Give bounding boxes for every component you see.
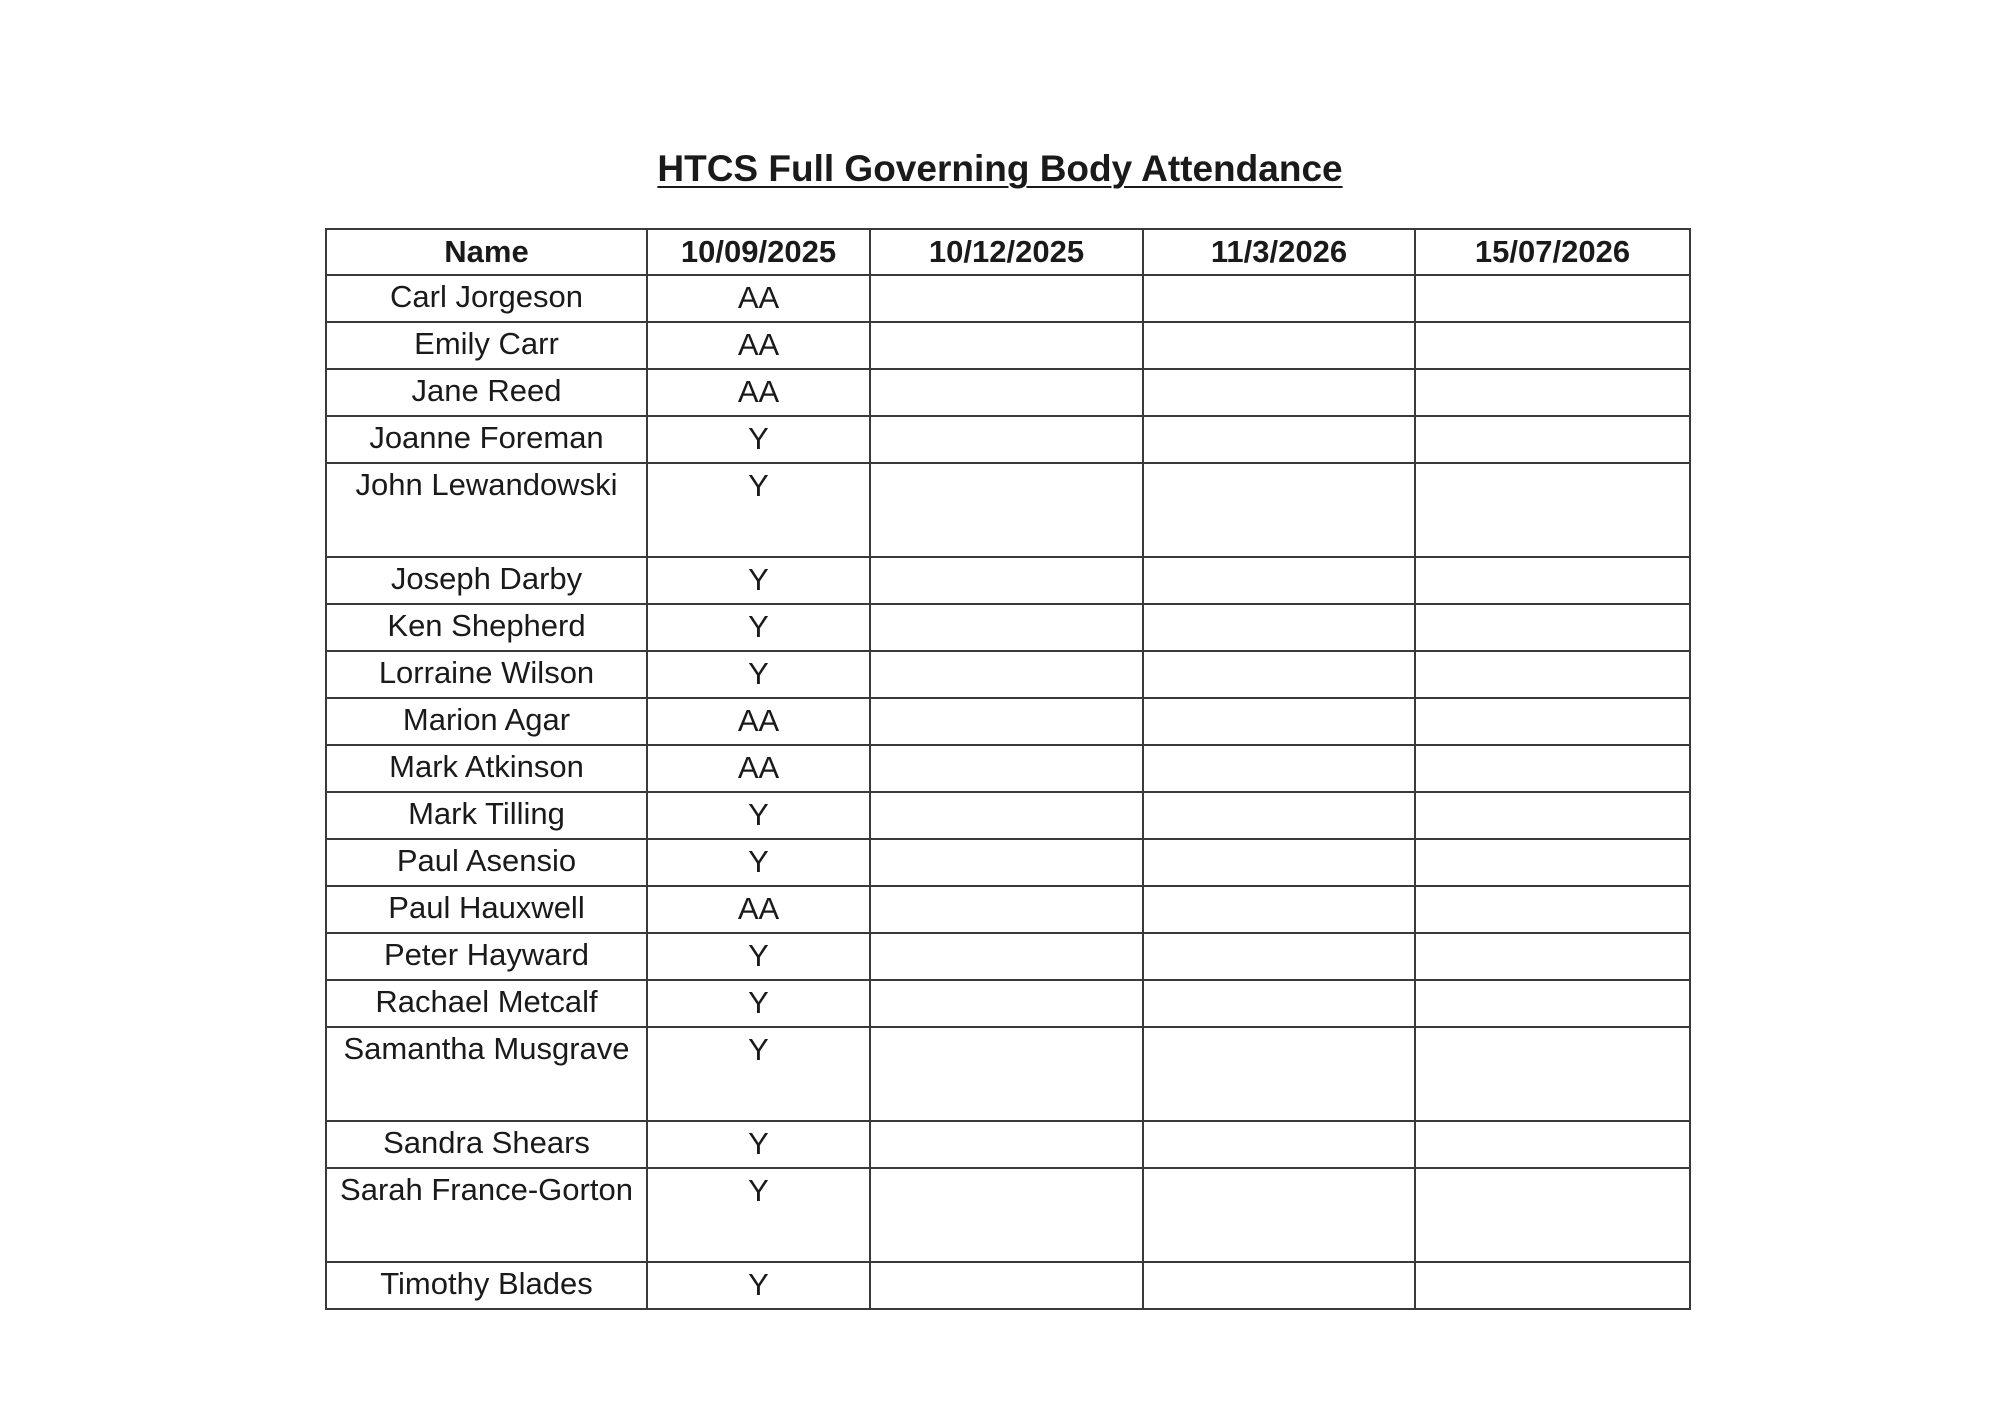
attendance-cell: Y — [647, 980, 870, 1027]
attendance-cell — [1143, 369, 1415, 416]
table-row — [326, 839, 1690, 886]
member-name-cell: Sandra Shears — [326, 1121, 647, 1168]
table-row — [326, 651, 1690, 698]
member-name-cell: Samantha Musgrave — [326, 1027, 647, 1121]
document-title: HTCS Full Governing Body Attendance — [657, 148, 1343, 189]
table-row — [326, 698, 1690, 745]
member-name-cell: Ken Shepherd — [326, 604, 647, 651]
attendance-cell — [1415, 1168, 1690, 1262]
attendance-cell: Y — [647, 557, 870, 604]
attendance-cell — [870, 1262, 1143, 1309]
attendance-cell — [870, 275, 1143, 322]
member-name-cell: Jane Reed — [326, 369, 647, 416]
attendance-cell: Y — [647, 1168, 870, 1262]
member-name-cell: Carl Jorgeson — [326, 275, 647, 322]
attendance-cell — [1143, 463, 1415, 557]
attendance-cell — [1415, 275, 1690, 322]
attendance-cell — [870, 604, 1143, 651]
attendance-cell — [1143, 980, 1415, 1027]
table-row — [326, 886, 1690, 933]
table-row — [326, 980, 1690, 1027]
table-row — [326, 1121, 1690, 1168]
attendance-cell — [1415, 839, 1690, 886]
column-header-name: Name — [326, 229, 647, 275]
attendance-cell — [1415, 416, 1690, 463]
attendance-cell — [1143, 933, 1415, 980]
attendance-cell — [870, 933, 1143, 980]
attendance-cell — [870, 980, 1143, 1027]
table-row — [326, 416, 1690, 463]
attendance-cell — [1415, 980, 1690, 1027]
member-name-cell: Mark Tilling — [326, 792, 647, 839]
attendance-cell: Y — [647, 651, 870, 698]
attendance-cell — [870, 651, 1143, 698]
attendance-cell: Y — [647, 1027, 870, 1121]
attendance-cell — [1143, 604, 1415, 651]
member-name-cell: Paul Asensio — [326, 839, 647, 886]
member-name-cell: Rachael Metcalf — [326, 980, 647, 1027]
column-header-date: 15/07/2026 — [1415, 229, 1690, 275]
attendance-cell — [870, 1168, 1143, 1262]
member-name-cell: Lorraine Wilson — [326, 651, 647, 698]
table-row — [326, 369, 1690, 416]
attendance-cell — [1415, 322, 1690, 369]
table-row — [326, 745, 1690, 792]
attendance-cell: Y — [647, 792, 870, 839]
attendance-cell — [870, 698, 1143, 745]
attendance-cell — [1143, 698, 1415, 745]
member-name-cell: Joanne Foreman — [326, 416, 647, 463]
attendance-cell — [870, 886, 1143, 933]
attendance-cell — [1415, 369, 1690, 416]
column-header-date: 10/12/2025 — [870, 229, 1143, 275]
attendance-cell — [870, 322, 1143, 369]
attendance-cell: AA — [647, 886, 870, 933]
table-row — [326, 275, 1690, 322]
attendance-cell — [1415, 698, 1690, 745]
member-name-cell: Mark Atkinson — [326, 745, 647, 792]
table-row — [326, 1262, 1690, 1309]
table-row — [326, 1168, 1690, 1262]
table-row — [326, 322, 1690, 369]
attendance-cell — [1143, 275, 1415, 322]
member-name-cell: Sarah France-Gorton — [326, 1168, 647, 1262]
member-name-cell: Peter Hayward — [326, 933, 647, 980]
attendance-cell — [1143, 1027, 1415, 1121]
attendance-cell — [1415, 1121, 1690, 1168]
table-row — [326, 557, 1690, 604]
column-header-date: 10/09/2025 — [647, 229, 870, 275]
attendance-cell — [1143, 1168, 1415, 1262]
attendance-table — [325, 228, 1691, 1310]
member-name-cell: Marion Agar — [326, 698, 647, 745]
attendance-cell — [1143, 792, 1415, 839]
attendance-cell — [1143, 557, 1415, 604]
attendance-cell: AA — [647, 745, 870, 792]
member-name-cell: Paul Hauxwell — [326, 886, 647, 933]
header-row — [326, 229, 1690, 275]
member-name-cell: Timothy Blades — [326, 1262, 647, 1309]
attendance-cell — [1415, 886, 1690, 933]
attendance-cell — [1415, 933, 1690, 980]
attendance-cell — [1415, 792, 1690, 839]
table-row — [326, 604, 1690, 651]
attendance-cell — [1143, 322, 1415, 369]
attendance-cell — [1415, 463, 1690, 557]
member-name-cell: Joseph Darby — [326, 557, 647, 604]
attendance-cell — [870, 745, 1143, 792]
attendance-cell — [1415, 1027, 1690, 1121]
attendance-cell — [1143, 839, 1415, 886]
attendance-cell: AA — [647, 322, 870, 369]
table-row — [326, 1027, 1690, 1121]
attendance-cell: AA — [647, 369, 870, 416]
attendance-cell — [1415, 651, 1690, 698]
member-name-cell: John Lewandowski — [326, 463, 647, 557]
attendance-cell — [870, 839, 1143, 886]
attendance-cell — [1415, 604, 1690, 651]
attendance-cell: Y — [647, 604, 870, 651]
attendance-cell: Y — [647, 463, 870, 557]
attendance-cell: Y — [647, 1121, 870, 1168]
attendance-cell — [1143, 745, 1415, 792]
attendance-cell — [1143, 1121, 1415, 1168]
table-row — [326, 463, 1690, 557]
attendance-cell — [870, 463, 1143, 557]
table-row — [326, 792, 1690, 839]
column-header-date: 11/3/2026 — [1143, 229, 1415, 275]
attendance-cell — [870, 1121, 1143, 1168]
attendance-cell: Y — [647, 839, 870, 886]
attendance-cell: AA — [647, 275, 870, 322]
attendance-cell: Y — [647, 933, 870, 980]
attendance-cell — [1143, 651, 1415, 698]
attendance-cell — [870, 792, 1143, 839]
attendance-cell: Y — [647, 416, 870, 463]
table-row — [326, 933, 1690, 980]
attendance-cell: Y — [647, 1262, 870, 1309]
attendance-cell — [870, 557, 1143, 604]
attendance-cell — [870, 369, 1143, 416]
attendance-cell — [1143, 1262, 1415, 1309]
attendance-cell: AA — [647, 698, 870, 745]
attendance-cell — [870, 416, 1143, 463]
attendance-cell — [1415, 557, 1690, 604]
attendance-cell — [1143, 416, 1415, 463]
attendance-cell — [1415, 745, 1690, 792]
attendance-cell — [1415, 1262, 1690, 1309]
attendance-cell — [1143, 886, 1415, 933]
member-name-cell: Emily Carr — [326, 322, 647, 369]
attendance-cell — [870, 1027, 1143, 1121]
